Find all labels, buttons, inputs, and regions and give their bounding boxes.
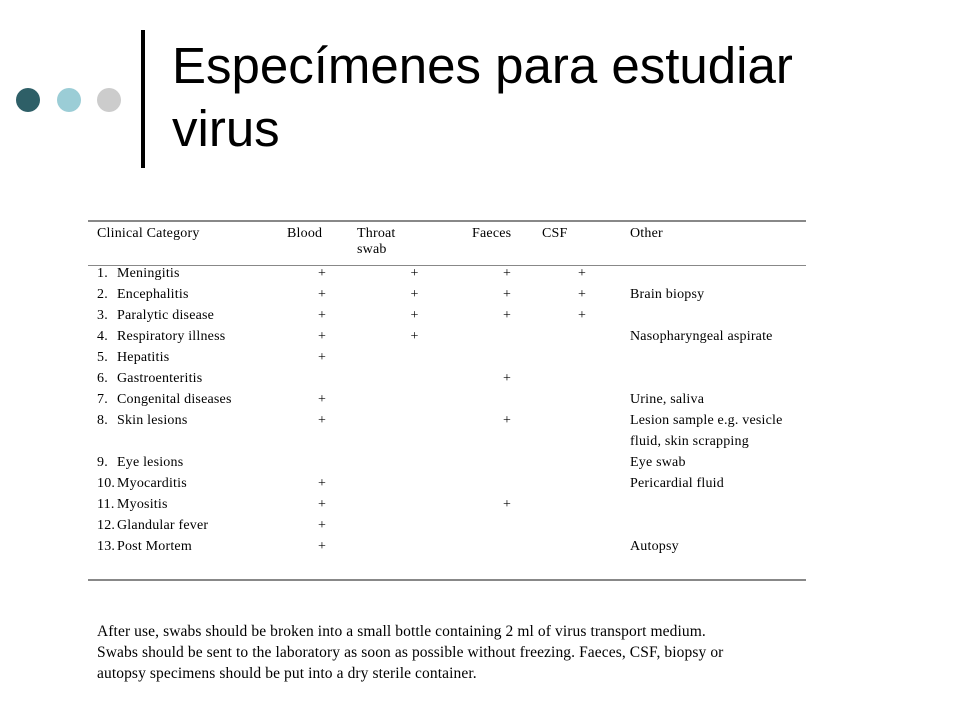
cell-faeces xyxy=(472,476,542,497)
cell-other xyxy=(622,266,806,287)
cell-blood xyxy=(287,434,357,455)
cell-csf xyxy=(542,497,622,518)
title-divider xyxy=(141,30,145,168)
header-throat-line-2: swab xyxy=(357,242,387,257)
bullet-dot-dark xyxy=(16,88,40,112)
cell-csf xyxy=(542,392,622,413)
cell-throat-swab xyxy=(357,476,472,497)
table-top-rule xyxy=(88,220,806,222)
header-clinical-category: Clinical Category xyxy=(97,226,200,241)
cell-clinical-category xyxy=(88,266,287,287)
bullet-dot-teal xyxy=(57,88,81,112)
cell-faeces xyxy=(472,392,542,413)
cell-faeces xyxy=(472,539,542,560)
row-number: 3. xyxy=(97,308,108,323)
cell-throat-swab xyxy=(357,518,472,539)
header-other: Other xyxy=(630,226,663,241)
cell-faeces: + xyxy=(502,413,512,428)
cell-other: Brain biopsy xyxy=(630,287,705,302)
cell-blood: + xyxy=(317,350,327,365)
row-number: 6. xyxy=(97,371,108,386)
cell-other xyxy=(622,497,806,518)
table-row xyxy=(88,329,806,350)
table-body xyxy=(88,266,806,560)
cell-faeces: + xyxy=(502,266,512,281)
table-bottom-rule xyxy=(88,579,806,581)
cell-other: Pericardial fluid xyxy=(630,476,724,491)
specimen-table xyxy=(88,226,806,560)
cell-other: Autopsy xyxy=(630,539,679,554)
cell-faeces: + xyxy=(502,308,512,323)
cell-clinical-category xyxy=(88,392,287,413)
table-row xyxy=(88,266,806,287)
cell-throat-swab: + xyxy=(410,308,419,323)
cell-other: Nasopharyngeal aspirate xyxy=(630,329,773,344)
cell-blood: + xyxy=(317,476,327,491)
cell-clinical-category xyxy=(88,497,287,518)
cell-throat-swab xyxy=(357,350,472,371)
row-number: 1. xyxy=(97,266,108,281)
row-category-label: Myositis xyxy=(117,497,168,512)
cell-faeces: + xyxy=(502,287,512,302)
cell-blood: + xyxy=(317,392,327,407)
cell-throat-swab xyxy=(357,434,472,455)
cell-clinical-category xyxy=(88,413,287,434)
cell-other: Urine, saliva xyxy=(630,392,705,407)
row-number: 11. xyxy=(97,497,115,512)
table-row xyxy=(88,392,806,413)
header-blood: Blood xyxy=(287,226,323,241)
cell-blood: + xyxy=(317,497,327,512)
cell-csf xyxy=(542,434,622,455)
cell-csf: + xyxy=(577,266,587,281)
cell-other xyxy=(622,308,806,329)
note-line-1: After use, swabs should be broken into a small bottle containing 2 ml of virus transport medium. xyxy=(97,623,706,640)
cell-csf xyxy=(542,413,622,434)
cell-faeces: + xyxy=(502,371,512,386)
row-category-label: Encephalitis xyxy=(117,287,189,302)
row-number: 7. xyxy=(97,392,108,407)
header-csf: CSF xyxy=(542,226,568,241)
row-number: 8. xyxy=(97,413,108,428)
bullet-dot-gray xyxy=(97,88,121,112)
cell-blood: + xyxy=(317,266,327,281)
cell-other xyxy=(622,350,806,371)
table-row xyxy=(88,350,806,371)
header-faeces: Faeces xyxy=(472,226,512,241)
cell-clinical-category xyxy=(88,308,287,329)
cell-csf xyxy=(542,455,622,476)
row-category-label: Gastroenteritis xyxy=(117,371,203,386)
cell-other xyxy=(622,518,806,539)
cell-clinical-category xyxy=(88,287,287,308)
cell-blood: + xyxy=(317,287,327,302)
cell-clinical-category xyxy=(88,518,287,539)
cell-other xyxy=(622,371,806,392)
row-number: 13. xyxy=(97,539,116,554)
cell-blood xyxy=(287,371,357,392)
row-category-label: Respiratory illness xyxy=(117,329,226,344)
cell-throat-swab: + xyxy=(410,266,419,281)
cell-blood: + xyxy=(317,329,327,344)
note-line-2: Swabs should be sent to the laboratory as soon as possible without freezing. Faeces, CSF, biopsy or xyxy=(97,644,724,661)
table-row xyxy=(88,308,806,329)
cell-clinical-category xyxy=(88,434,287,455)
cell-blood: + xyxy=(317,308,327,323)
cell-faeces xyxy=(472,518,542,539)
row-number: 9. xyxy=(97,455,108,470)
table-row xyxy=(88,434,806,455)
cell-clinical-category xyxy=(88,476,287,497)
slide-title-line-1: Especímenes para estudiar xyxy=(172,37,793,94)
row-category-label: Glandular fever xyxy=(117,518,209,533)
slide-title xyxy=(172,34,932,160)
table-row xyxy=(88,455,806,476)
row-category-label: Skin lesions xyxy=(117,413,188,428)
cell-csf xyxy=(542,539,622,560)
cell-csf: + xyxy=(577,287,587,302)
cell-blood: + xyxy=(317,518,327,533)
table-row xyxy=(88,413,806,434)
cell-clinical-category xyxy=(88,329,287,350)
cell-throat-swab xyxy=(357,497,472,518)
cell-faeces xyxy=(472,350,542,371)
row-category-label: Congenital diseases xyxy=(117,392,232,407)
table-row xyxy=(88,497,806,518)
cell-blood xyxy=(287,455,357,476)
cell-clinical-category xyxy=(88,371,287,392)
cell-throat-swab xyxy=(357,539,472,560)
cell-other: Lesion sample e.g. vesicle xyxy=(630,413,783,428)
cell-faeces: + xyxy=(502,497,512,512)
table-header-row xyxy=(88,226,806,266)
row-number: 5. xyxy=(97,350,108,365)
table-row xyxy=(88,518,806,539)
header-throat-swab xyxy=(357,226,472,266)
cell-csf xyxy=(542,476,622,497)
cell-other: Eye swab xyxy=(630,455,686,470)
cell-blood: + xyxy=(317,539,327,554)
row-category-label: Hepatitis xyxy=(117,350,170,365)
row-number: 12. xyxy=(97,518,116,533)
cell-blood: + xyxy=(317,413,327,428)
row-category-label: Meningitis xyxy=(117,266,180,281)
cell-clinical-category xyxy=(88,350,287,371)
row-number: 2. xyxy=(97,287,108,302)
cell-csf xyxy=(542,329,622,350)
cell-csf xyxy=(542,518,622,539)
table-row xyxy=(88,476,806,497)
table-row xyxy=(88,371,806,392)
row-category-label: Eye lesions xyxy=(117,455,184,470)
row-category-label: Paralytic disease xyxy=(117,308,215,323)
table-row xyxy=(88,539,806,560)
transport-note xyxy=(97,621,837,684)
cell-csf xyxy=(542,350,622,371)
row-number: 4. xyxy=(97,329,108,344)
cell-throat-swab xyxy=(357,371,472,392)
cell-throat-swab xyxy=(357,455,472,476)
cell-throat-swab xyxy=(357,413,472,434)
slide-title-line-2: virus xyxy=(172,100,280,157)
cell-clinical-category xyxy=(88,539,287,560)
cell-clinical-category xyxy=(88,455,287,476)
row-category-label: Post Mortem xyxy=(117,539,192,554)
cell-other: fluid, skin scrapping xyxy=(630,434,749,449)
cell-throat-swab: + xyxy=(410,287,419,302)
cell-faeces xyxy=(472,434,542,455)
cell-throat-swab xyxy=(357,392,472,413)
cell-throat-swab: + xyxy=(410,329,419,344)
cell-faeces xyxy=(472,455,542,476)
row-number: 10. xyxy=(97,476,116,491)
header-throat-line-1: Throat xyxy=(357,226,396,241)
row-category-label: Myocarditis xyxy=(117,476,187,491)
cell-csf: + xyxy=(577,308,587,323)
cell-csf xyxy=(542,371,622,392)
note-line-3: autopsy specimens should be put into a dry sterile container. xyxy=(97,665,477,682)
cell-faeces xyxy=(472,329,542,350)
table-row xyxy=(88,287,806,308)
